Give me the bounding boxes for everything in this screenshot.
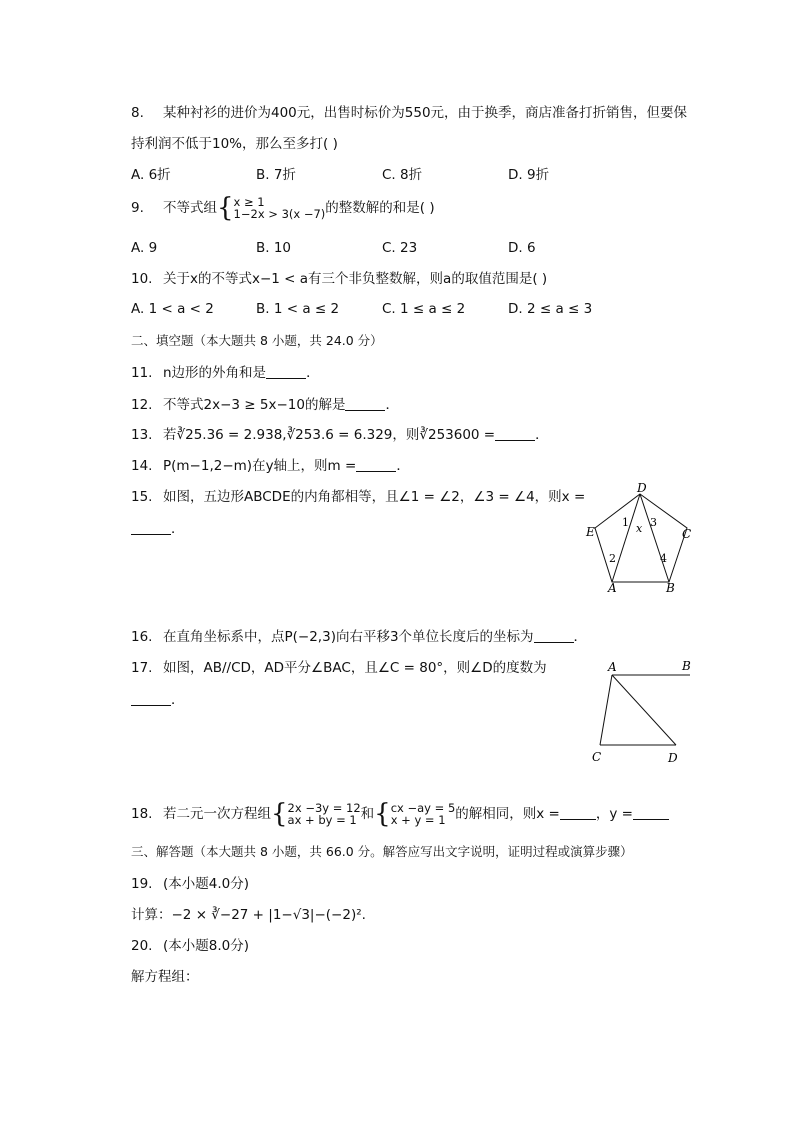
- question-8-line1: [131, 104, 687, 122]
- question-13: 13. 若∛25.36 = 2.938,∛253.6 = 6.329，则∛253600 = ．: [131, 427, 549, 443]
- equation-system-2: cx −ay = 5 x + y = 1: [390, 801, 456, 827]
- question-19-header: 19. (本小题4.0分): [131, 876, 250, 892]
- option-a: A. 1 < a < 2: [131, 301, 214, 317]
- label-b: B: [682, 659, 691, 673]
- option-d: D. 9折: [508, 167, 550, 183]
- answer-blank: [345, 396, 385, 411]
- question-15-line2: ．: [131, 520, 185, 538]
- answer-blank: [266, 364, 306, 379]
- parallel-lines-figure: [586, 654, 706, 766]
- inequality-system: x ≥ 1 1−2x > 3(x −7): [233, 195, 326, 221]
- answer-blank: [534, 628, 574, 643]
- answer-blank: [131, 691, 171, 706]
- section-heading-answer: 三、解答题（本大题共 8 小题，共 66.0 分。解答应写出文字说明，证明过程或演算步骤）: [131, 844, 633, 859]
- label-a: A: [608, 581, 617, 594]
- label-c: C: [682, 527, 692, 541]
- brace: {: [271, 799, 288, 829]
- question-text: 某种衬衫的进价为400元，出售时标价为550元，由于换季，商店准备打折销售，但要保: [163, 105, 688, 121]
- question-number: 8.: [131, 105, 144, 121]
- option-b: B. 1 < a ≤ 2: [256, 301, 340, 317]
- question-text: 不等式组: [163, 200, 217, 216]
- answer-blank-y: [633, 805, 669, 820]
- label-d: D: [637, 482, 647, 495]
- brace: {: [374, 799, 391, 829]
- line-ad: [612, 675, 676, 745]
- option-a: A. 9: [131, 240, 158, 256]
- label-d: D: [668, 751, 678, 765]
- label-angle-2: 2: [609, 552, 616, 565]
- section-heading-fill-in: 二、填空题（本大题共 8 小题，共 24.0 分）: [131, 333, 383, 348]
- option-d: D. 6: [508, 240, 536, 256]
- answer-blank-x: [560, 805, 596, 820]
- question-number: 10.: [131, 271, 153, 287]
- pentagon-outline: [595, 494, 687, 582]
- option-c: C. 8折: [382, 167, 423, 183]
- question-9: 9. 不等式组{x ≥ 1 1−2x > 3(x −7)的整数解的和是( ): [131, 193, 435, 223]
- option-d: D. 2 ≤ a ≤ 3: [508, 301, 593, 317]
- label-a: A: [608, 660, 617, 674]
- answer-blank: [495, 426, 535, 441]
- question-8-line2: 持利润不低于10%，那么至多打( ): [131, 136, 338, 152]
- question-16: 16. 在直角坐标系中，点P(−2,3)向右平移3个单位长度后的坐标为 ．: [131, 629, 588, 645]
- question-19-text: 计算：−2 × ∛−27 + |1−√3|−(−2)².: [131, 907, 366, 923]
- label-c: C: [592, 750, 602, 764]
- question-20-header: 20. (本小题8.0分): [131, 938, 250, 954]
- label-angle-4: 4: [660, 552, 667, 565]
- pentagon-figure: [580, 482, 700, 594]
- diagonal-da: [612, 494, 640, 582]
- question-text: 关于x的不等式x−1 < a有三个非负整数解，则a的取值范围是( ): [163, 271, 548, 287]
- label-e: E: [586, 525, 595, 539]
- label-b: B: [666, 581, 675, 594]
- option-c: C. 23: [382, 240, 418, 256]
- option-c: C. 1 ≤ a ≤ 2: [382, 301, 466, 317]
- question-18: 18. 若二元一次方程组{2x −3y = 12 ax + by = 1 和{cx −ay = 5 x + y = 1 的解相同，则x = ，y =: [131, 802, 669, 826]
- option-b: B. 7折: [256, 167, 296, 183]
- answer-blank: [356, 457, 396, 472]
- question-20-text: 解方程组：: [131, 969, 199, 985]
- question-15: 15. 如图，五边形ABCDE的内角都相等，且∠1 = ∠2，∠3 = ∠4，则x =: [131, 489, 586, 505]
- label-angle-1: 1: [622, 516, 629, 529]
- equation-system-1: 2x −3y = 12 ax + by = 1: [287, 801, 361, 827]
- option-a: A. 6折: [131, 167, 171, 183]
- option-b: B. 10: [256, 240, 292, 256]
- answer-blank: [131, 520, 171, 535]
- question-17: 17. 如图，AB//CD，AD平分∠BAC，且∠C = 80°，则∠D的度数为: [131, 660, 547, 676]
- question-number: 9.: [131, 200, 144, 216]
- diagonal-db: [640, 494, 669, 582]
- question-12: 12. 不等式2x−3 ≥ 5x−10的解是 ．: [131, 397, 399, 413]
- label-angle-x: x: [636, 522, 643, 535]
- line-ac: [600, 675, 612, 745]
- brace: {: [217, 193, 234, 223]
- question-10: [131, 270, 547, 288]
- question-14: 14. P(m−1,2−m)在y轴上，则m = ．: [131, 458, 410, 474]
- question-11: 11. n边形的外角和是 ．: [131, 365, 320, 381]
- question-17-line2: ．: [131, 691, 185, 709]
- label-angle-3: 3: [650, 516, 657, 529]
